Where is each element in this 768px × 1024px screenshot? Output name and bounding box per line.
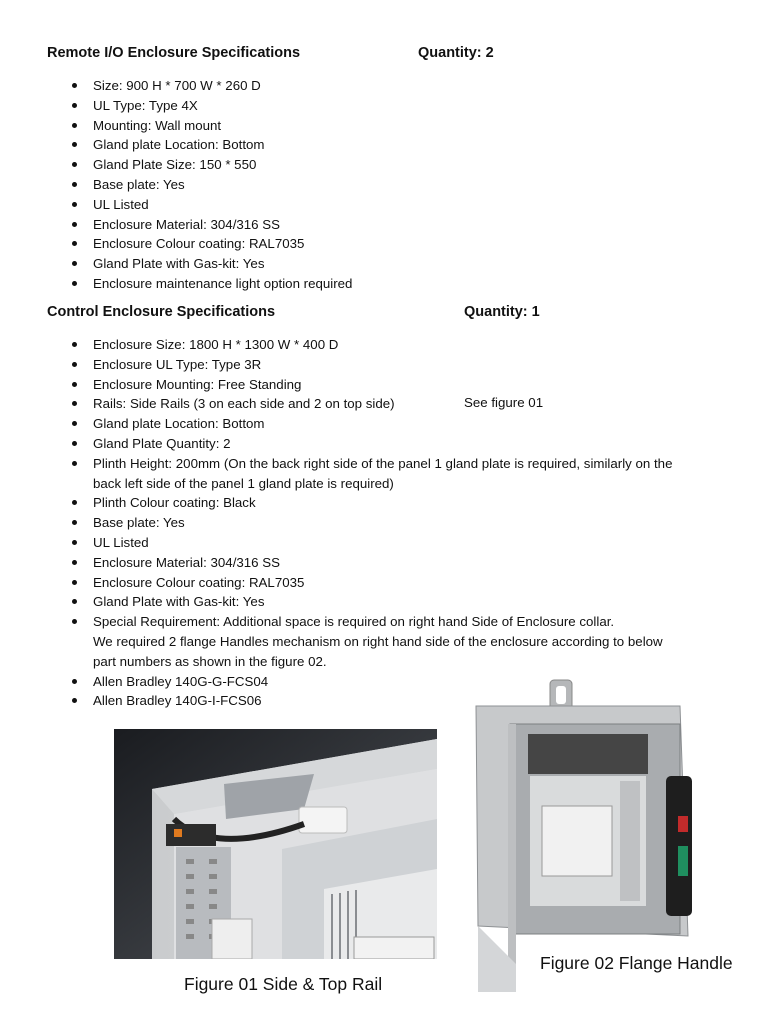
- list-item-continuation: We required 2 flange Handles mechanism on right hand side of the enclosure according to below: [93, 633, 663, 649]
- list-item: Gland plate Location: Bottom: [93, 135, 352, 155]
- list-item: Gland Plate with Gas-kit: Yes: [93, 592, 672, 612]
- list-item: Enclosure maintenance light option required: [93, 274, 352, 294]
- list-item: Gland Plate Size: 150 * 550: [93, 155, 352, 175]
- list-item: UL Listed: [93, 533, 672, 553]
- list-item-continuation: back left side of the panel 1 gland plate is required): [93, 475, 394, 491]
- list-item: Plinth Height: 200mm (On the back right side of the panel 1 gland plate is required, similarly on the: [93, 454, 672, 474]
- list-item: Allen Bradley 140G-G-FCS04: [93, 672, 672, 692]
- list-item: Enclosure UL Type: Type 3R: [93, 355, 672, 375]
- list-item: Size: 900 H * 700 W * 260 D: [93, 76, 352, 96]
- figure-02-caption: Figure 02 Flange Handle: [540, 953, 733, 973]
- flange-handle-photo: [470, 676, 700, 992]
- list-item: UL Type: Type 4X: [93, 96, 352, 116]
- list-item: Allen Bradley 140G-I-FCS06: [93, 691, 672, 711]
- list-item: Enclosure Colour coating: RAL7035: [93, 234, 352, 254]
- list-item: Mounting: Wall mount: [93, 116, 352, 136]
- section2-spec-list: [93, 335, 672, 711]
- list-item: Enclosure Material: 304/316 SS: [93, 553, 672, 573]
- list-item: Base plate: Yes: [93, 175, 352, 195]
- list-item: Base plate: Yes: [93, 513, 672, 533]
- figure-01-caption: Figure 01 Side & Top Rail: [184, 974, 383, 994]
- see-figure-note: See figure 01: [464, 395, 544, 410]
- list-item: Gland plate Location: Bottom: [93, 414, 672, 434]
- list-item: Gland Plate with Gas-kit: Yes: [93, 254, 352, 274]
- list-item: Enclosure Mounting: Free Standing: [93, 375, 672, 395]
- list-item-continuation: part numbers as shown in the figure 02.: [93, 653, 327, 669]
- list-item: Rails: Side Rails (3 on each side and 2 on top side): [93, 394, 672, 414]
- enclosure-rail-photo: [114, 729, 437, 959]
- list-item: Enclosure Size: 1800 H * 1300 W * 400 D: [93, 335, 672, 355]
- list-item: Special Requirement: Additional space is required on right hand Side of Enclosure collar.: [93, 612, 672, 632]
- section2-title: Control Enclosure Specifications: [47, 304, 276, 320]
- section1-quantity: Quantity: 2: [418, 45, 494, 61]
- list-item: Gland Plate Quantity: 2: [93, 434, 672, 454]
- list-item: UL Listed: [93, 195, 352, 215]
- section1-spec-list: [93, 76, 352, 294]
- section2-quantity: Quantity: 1: [464, 304, 540, 320]
- list-item: Enclosure Material: 304/316 SS: [93, 215, 352, 235]
- list-item: Enclosure Colour coating: RAL7035: [93, 573, 672, 593]
- list-item: Plinth Colour coating: Black: [93, 493, 672, 513]
- section1-title: Remote I/O Enclosure Specifications: [47, 45, 301, 61]
